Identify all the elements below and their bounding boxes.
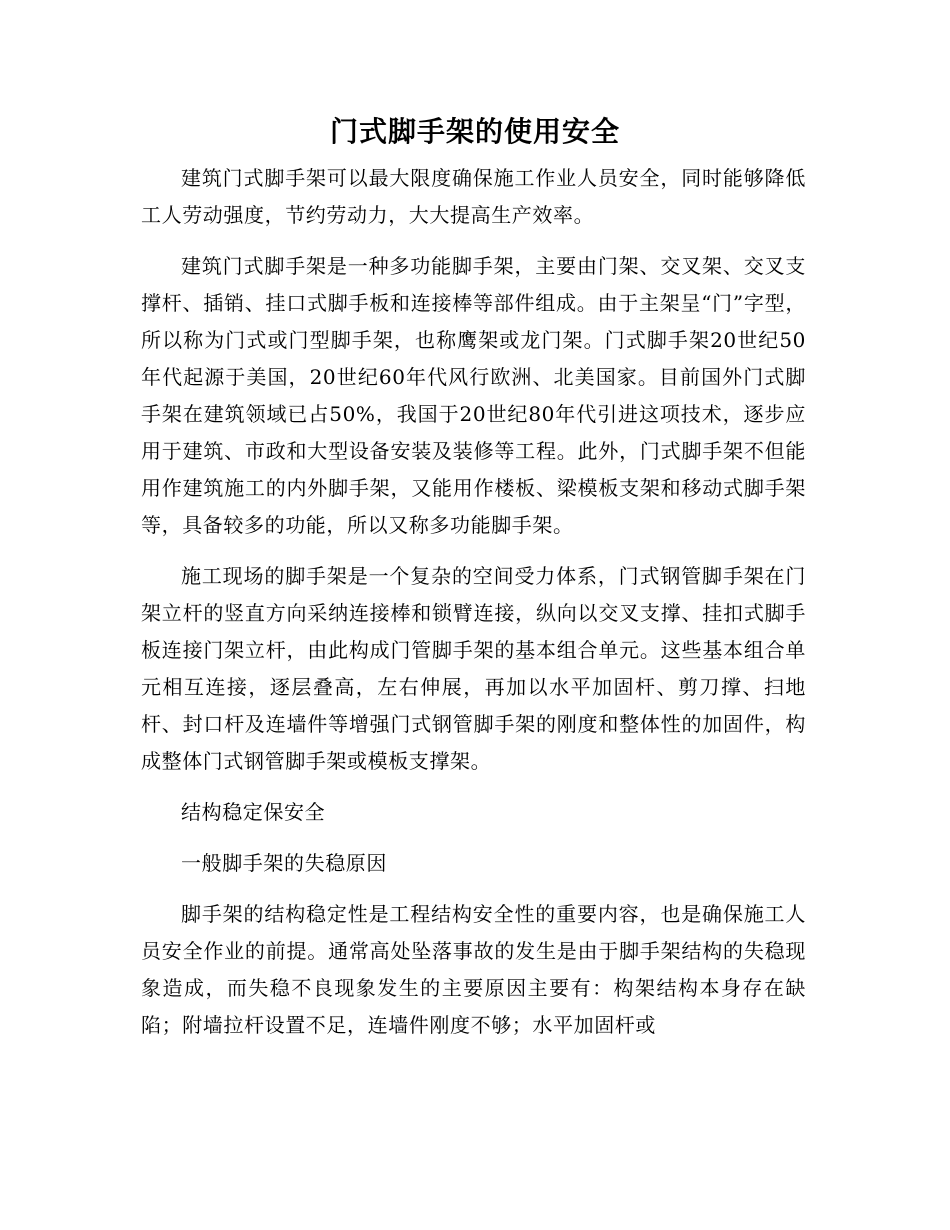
paragraph-intro: 建筑门式脚手架可以最大限度确保施工作业人员安全，同时能够降低工人劳动强度，节约劳动力，大大提高生产效率。 xyxy=(141,166,806,227)
paragraph-structure: 施工现场的脚手架是一个复杂的空间受力体系，门式钢管脚手架在门架立杆的竖直方向采纳连接棒和锁臂连接，纵向以交叉支撑、挂扣式脚手板连接门架立杆，由此构成门管脚手架的基本组合单元。这些基本组合单元相互连接，逐层叠高，左右伸展，再加以水平加固杆、剪刀撑、扫地杆、封口杆及连墙件等增强门式钢管脚手架的刚度和整体性的加固件，构成整体门式钢管脚手架或模板支撑架。 xyxy=(141,564,806,773)
paragraph-instability: 脚手架的结构稳定性是工程结构安全性的重要内容，也是确保施工人员安全作业的前提。通常高处坠落事故的发生是由于脚手架结构的失稳现象造成，而失稳不良现象发生的主要原因主要有：构架结构本身存在缺陷；附墙拉杆设置不足，连墙件刚度不够；水平加固杆或 xyxy=(141,902,806,1037)
subsection-heading-instability-causes: 一般脚手架的失稳原因 xyxy=(181,851,387,875)
document-title: 门式脚手架的使用安全 xyxy=(329,115,620,148)
section-heading-stability: 结构稳定保安全 xyxy=(181,800,326,824)
document-body xyxy=(141,160,806,1058)
paragraph-definition: 建筑门式脚手架是一种多功能脚手架，主要由门架、交叉架、交叉支撑杆、插销、挂口式脚手板和连接棒等部件组成。由于主架呈“门”字型，所以称为门式或门型脚手架，也称鹰架或龙门架。门式脚手架20世纪50年代起源于美国，20世纪60年代风行欧洲、北美国家。目前国外门式脚手架在建筑领域已占50%，我国于20世纪80年代引进这项技术，逐步应用于建筑、市政和大型设备安装及装修等工程。此外，门式脚手架不但能用作建筑施工的内外脚手架，又能用作楼板、梁模板支架和移动式脚手架等，具备较多的功能，所以又称多功能脚手架。 xyxy=(141,254,806,537)
